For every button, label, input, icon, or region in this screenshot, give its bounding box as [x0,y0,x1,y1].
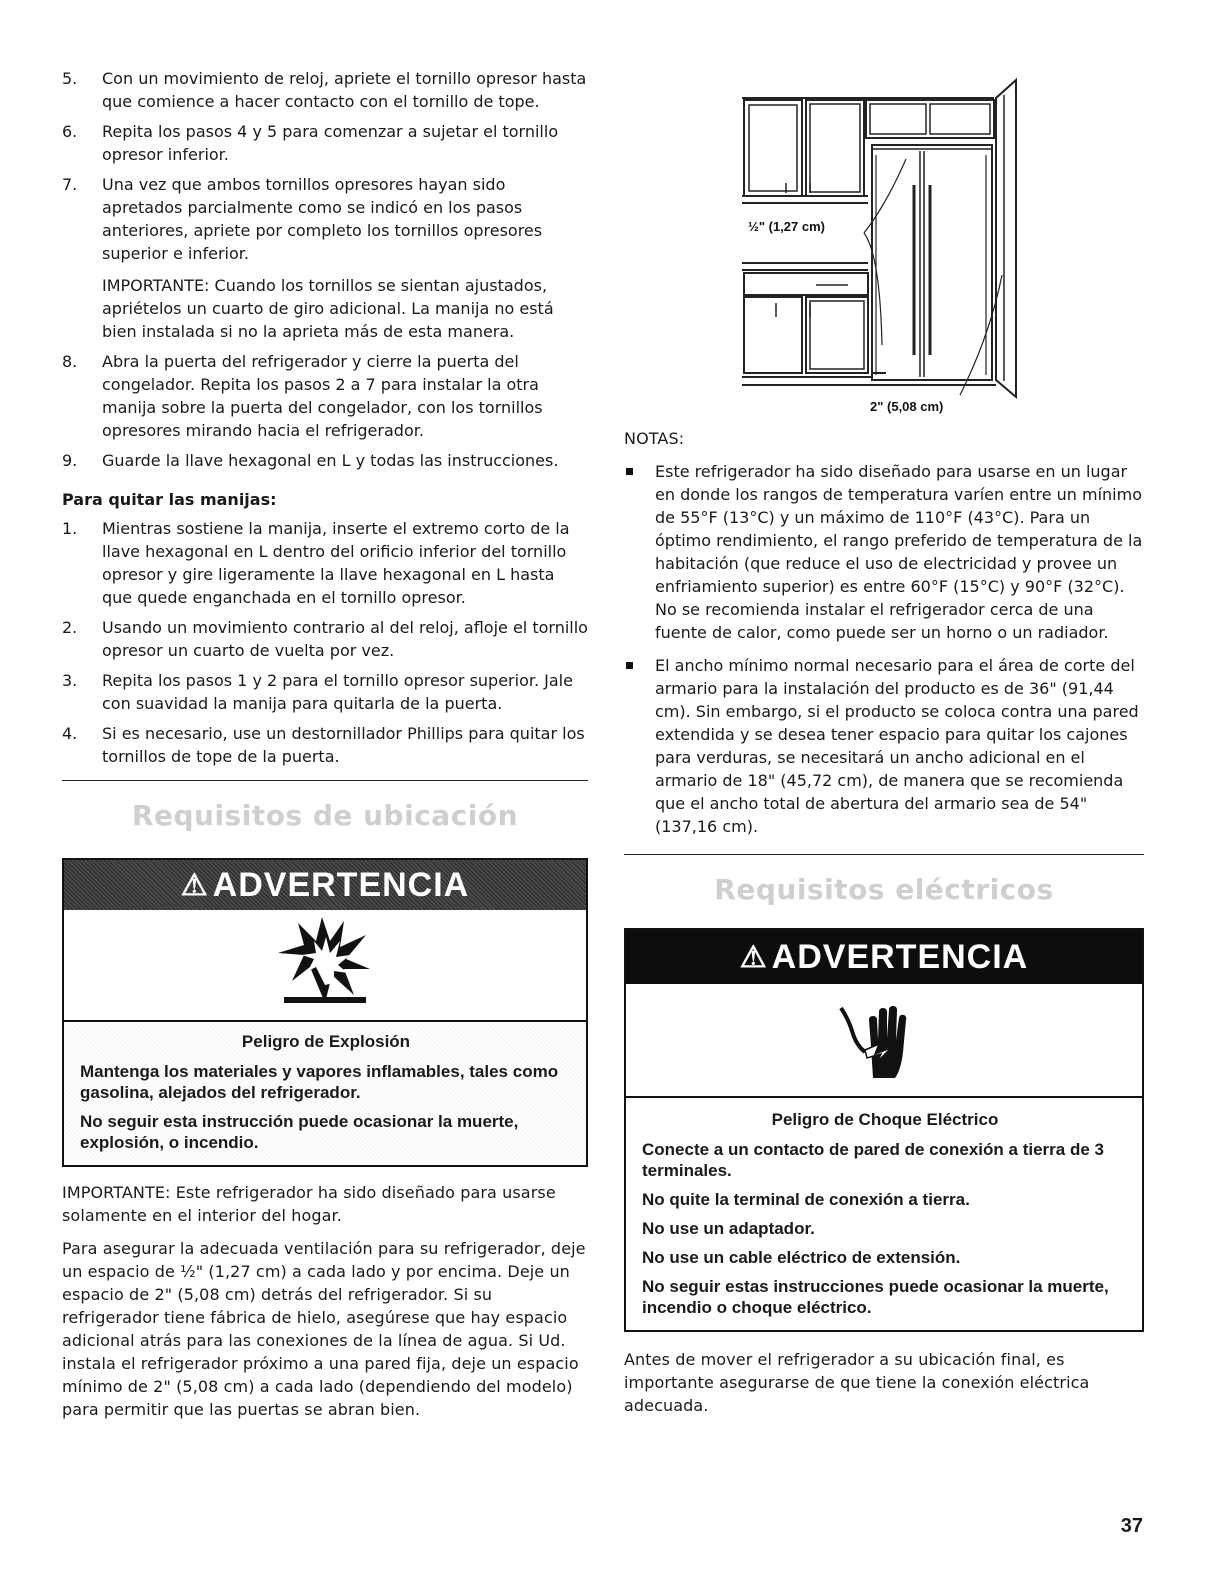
warning-line: No seguir estas instrucciones puede ocasionar la muerte, incendio o choque eléctrico. [642,1277,1109,1317]
location-requirements-title: Requisitos de ubicación [131,799,519,832]
bullet-icon [626,468,633,475]
list-item: 1. Mientras sostiene la manija, inserte el extremo corto de la llave hexagonal en L dentro del orificio inferior del tornillo opresor y gire ligeramente la llave hexagonal en L hasta que quede enganchada en el tornillo opresor. [62,519,570,607]
remove-steps-list [62,517,588,768]
warning-triangle-icon: ⚠ [739,940,768,974]
list-item: 3. Repita los pasos 1 y 2 para el tornillo opresor superior. Jale con suavidad la manija para quitarla de la puerta. [62,671,573,713]
list-item: 9. Guarde la llave hexagonal en L y todas las instrucciones. [62,451,559,470]
notes-section [624,427,1144,1417]
warning-line: No quite la terminal de conexión a tierra. [642,1190,970,1209]
warning-line: Mantenga los materiales y vapores inflamables, tales como gasolina, alejados del refrigerador. [80,1062,559,1102]
list-item: El ancho mínimo normal necesario para el área de corte del armario para la instalación del producto es de 36" (91,44 cm). Sin embargo, si el producto se coloca contra una pared extendida y se desea tener espacio para quitar los cajones para verduras, se necesitará un ancho adicional en el armario de 18" (45,72 cm), de manera que se recomienda que el ancho total de abertura del armario sea de 54" (137,16 cm). [624,654,1144,838]
bullet-icon [626,662,633,669]
clearance-diagram [624,55,1144,415]
warning-header [626,930,1142,984]
list-item: 5. Con un movimiento de reloj, apriete el tornillo opresor hasta que comience a hacer contacto con el tornillo de tope. [62,69,587,111]
electric-warning-box [624,928,1144,1332]
list-item: 6. Repita los pasos 4 y 5 para comenzar a sujetar el tornillo opresor inferior. [62,122,559,164]
back-clearance-label: 2" (5,08 cm) [870,399,944,414]
paragraph: IMPORTANTE: Este refrigerador ha sido diseñado para usarse solamente en el interior del hogar. [62,1183,556,1225]
remove-handles-heading: Para quitar las manijas: [62,490,277,509]
warning-icon-area [626,984,1142,1098]
warning-body [626,1098,1142,1330]
list-item: 2. Usando un movimiento contrario al del reloj, afloje el tornillo opresor un cuarto de vuelta por vez. [62,618,588,660]
notes-list [624,460,1144,838]
warning-line: No seguir esta instrucción puede ocasionar la muerte, explosión, o incendio. [80,1112,519,1152]
warning-triangle-icon: ⚠ [180,868,209,902]
list-item: 4. Si es necesario, use un destornillador Phillips para quitar los tornillos de tope de la puerta. [62,724,585,766]
explosion-icon [270,915,380,1015]
electrical-paragraph: Antes de mover el refrigerador a su ubicación final, es importante asegurarse de que tiene la conexión eléctrica adecuada. [624,1350,1090,1415]
section-divider [624,854,1144,855]
warning-icon-area [64,910,586,1022]
side-clearance-label: ½" (1,27 cm) [748,219,825,234]
warning-line: No use un cable eléctrico de extensión. [642,1248,961,1267]
warning-line: No use un adaptador. [642,1219,815,1238]
important-note: IMPORTANTE: Cuando los tornillos se sientan ajustados, apriételos un cuarto de giro adicional. La manija no está bien instalada si no la aprieta más de esta manera. [102,276,554,341]
warning-body [64,1022,586,1165]
list-item: 7. Una vez que ambos tornillos opresores hayan sido apretados parcialmente como se indicó en los pasos anteriores, apriete por completo los tornillos opresores superior e inferior. IMPORTANTE: Cuando los tornillos se sientan ajustados, apriételos un cuarto de giro adicional. La manija no está bien instalada si no la aprieta más de esta manera. [62,173,588,343]
explosion-warning-box [62,858,588,1167]
left-column [62,0,588,1421]
list-item: 8. Abra la puerta del refrigerador y cierre la puerta del congelador. Repita los pasos 2 a 7 para instalar la otra manija sobre la puerta del congelador, con los tornillos opresores mirando hacia el refrigerador. [62,352,543,440]
location-text [62,1181,588,1421]
electric-shock-hand-icon [839,990,929,1090]
list-item: Este refrigerador ha sido diseñado para usarse en un lugar en donde los rangos de temperatura varíen entre un mínimo de 55°F (13°C) y un máximo de 110°F (43°C). Para un óptimo rendimiento, el rango preferido de temperatura de la habitación (que reduce el uso de electricidad y provee un enfriamiento superior) es entre 60°F (15°C) y 90°F (32°C). No se recomienda instalar el refrigerador cerca de una fuente de calor, como puede ser un horno o un radiador. [624,460,1144,644]
install-steps-list [62,67,588,472]
warning-line: Conecte a un contacto de pared de conexión a tierra de 3 terminales. [642,1140,1104,1180]
paragraph: Para asegurar la adecuada ventilación para su refrigerador, deje un espacio de ½" (1,27 cm) a cada lado y por encima. Deje un espacio de 2" (5,08 cm) detrás del refrigerador. Si su refrigerador tiene fábrica de hielo, asegúrese que hay espacio adicional atrás para las conexiones de la línea de agua. Si Ud. instala el refrigerador próximo a una pared fija, deje un espacio mínimo de 2" (5,08 cm) a cada lado (dependiendo del modelo) para permitir que las puertas se abran bien. [62,1239,586,1419]
section-divider [62,780,588,781]
hazard-title: Peligro de Choque Eléctrico [771,1110,999,1129]
notes-heading: NOTAS: [624,429,685,448]
warning-header [64,860,586,910]
page-number: 37 [1120,1515,1143,1537]
warning-header-text: ADVERTENCIA [771,937,1029,976]
hazard-title: Peligro de Explosión [241,1032,411,1051]
electrical-requirements-title: Requisitos eléctricos [714,873,1054,906]
warning-header-text: ADVERTENCIA [212,865,470,904]
